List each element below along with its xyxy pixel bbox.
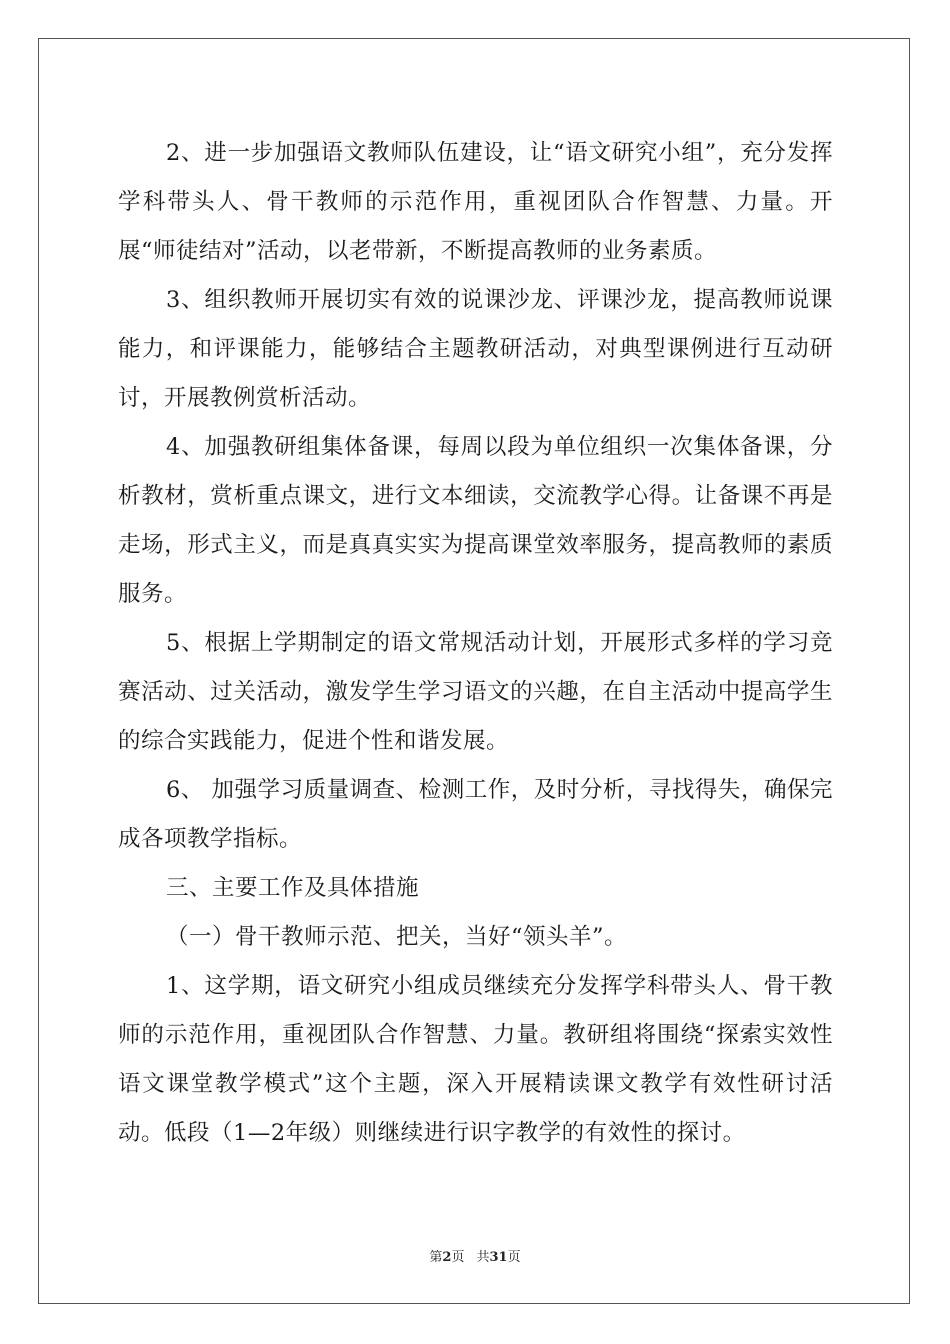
paragraph-item-6: 6、 加强学习质量调查、检测工作，及时分析，寻找得失，确保完成各项教学指标。 bbox=[118, 777, 833, 852]
paragraph-item-5: 5、根据上学期制定的语文常规活动计划，开展形式多样的学习竞赛活动、过关活动，激发学生学习语文的兴趣，在自主活动中提高学生的综合实践能力，促进个性和谐发展。 bbox=[118, 630, 833, 754]
section-heading: 三、主要工作及具体措施 bbox=[166, 875, 420, 901]
total-prefix: 共 bbox=[476, 1250, 490, 1265]
paragraph-item-1: 1、这学期，语文研究小组成员继续充分发挥学科带头人、骨干教师的示范作用，重视团队合作智慧、力量。教研组将围绕“探索实效性语文课堂教学模式”这个主题，深入开展精读课文教学有效性研讨活动。低段（1—2年级）则继续进行识字教学的有效性的探讨。 bbox=[118, 973, 833, 1146]
page-suffix: 页 bbox=[451, 1250, 465, 1265]
page-number: 2 bbox=[442, 1250, 452, 1265]
subsection-heading: （一）骨干教师示范、把关，当好“领头羊”。 bbox=[166, 924, 628, 950]
page-prefix: 第 bbox=[429, 1250, 443, 1265]
paragraph-item-3: 3、组织教师开展切实有效的说课沙龙、评课沙龙，提高教师说课能力，和评课能力，能够结合主题教研活动，对典型课例进行互动研讨，开展教例赏析活动。 bbox=[118, 287, 833, 411]
paragraph-item-2: 2、进一步加强语文教师队伍建设，让“语文研究小组”，充分发挥学科带头人、骨干教师的示范作用，重视团队合作智慧、力量。开展“师徒结对”活动，以老带新，不断提高教师的业务素质。 bbox=[118, 140, 833, 264]
paragraph-item-4: 4、加强教研组集体备课，每周以段为单位组织一次集体备课，分析教材，赏析重点课文，进行文本细读，交流教学心得。让备课不再是走场，形式主义，而是真真实实为提高课堂效率服务，提高教师的素质服务。 bbox=[118, 434, 833, 607]
total-pages: 31 bbox=[489, 1250, 508, 1265]
total-suffix: 页 bbox=[507, 1250, 521, 1265]
document-body bbox=[118, 129, 833, 1158]
page-footer bbox=[0, 1246, 950, 1265]
